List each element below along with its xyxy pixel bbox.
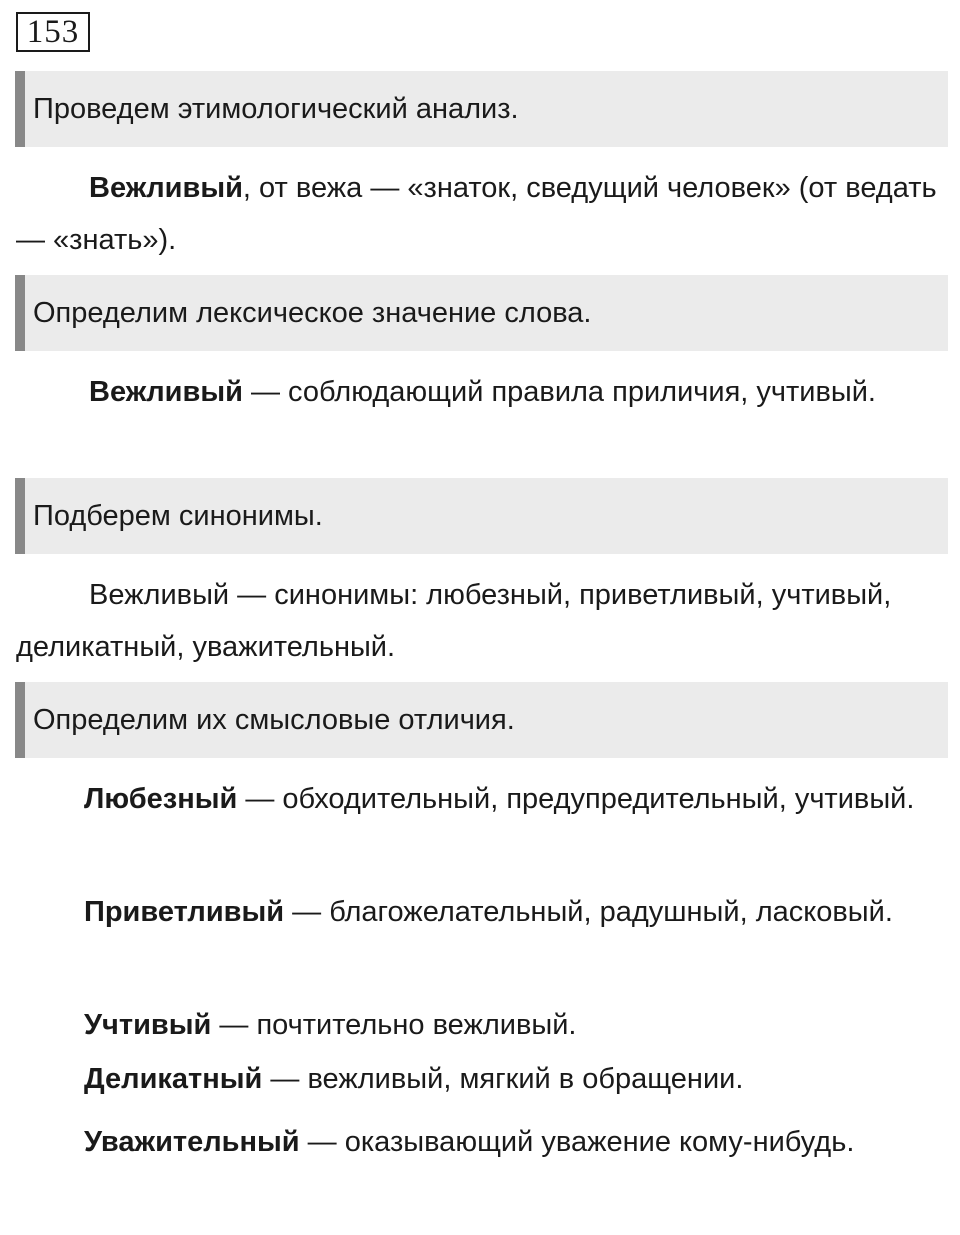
term: Вежливый: [89, 376, 243, 408]
paragraph-privetlivy: [16, 886, 946, 938]
section-heading-lexical-meaning: Определим лексическое значение слова.: [15, 275, 948, 351]
definition: — оказывающий уважение кому-нибудь.: [299, 1126, 855, 1158]
term: Приветливый: [84, 896, 285, 928]
section-heading-differences: Определим их смысловые отличия.: [15, 682, 948, 758]
paragraph-delikatny: [16, 1053, 946, 1105]
paragraph-uvazhitelny: [16, 1116, 946, 1168]
paragraph-lexical-meaning: [16, 366, 946, 418]
paragraph-etymology: [16, 162, 946, 266]
definition: — соблюдающий правила приличия, учтивый.: [242, 376, 876, 408]
term: Уважительный: [84, 1126, 300, 1158]
section-heading-synonyms: Подберем синонимы.: [15, 478, 948, 554]
definition: Вежливый — синонимы: любезный, приветливый, учтивый, деликатный, уважительный.: [16, 579, 892, 663]
term: Вежливый: [89, 172, 243, 204]
paragraph-lyubezny: [16, 773, 946, 825]
section-heading-etymology: Проведем этимологический анализ.: [15, 71, 948, 147]
paragraph-synonyms: [16, 569, 946, 673]
task-number: 153: [16, 12, 90, 52]
definition: — вежливый, мягкий в обращении.: [262, 1063, 744, 1095]
definition: , от вежа — «знаток, сведущий человек» (от ведать — «знать»).: [16, 172, 937, 256]
paragraph-uchtivy: [16, 999, 946, 1051]
term: Деликатный: [84, 1063, 263, 1095]
term: Любезный: [84, 783, 238, 815]
definition: — почтительно вежливый.: [211, 1009, 577, 1041]
definition: — благожелательный, радушный, ласковый.: [284, 896, 893, 928]
definition: — обходительный, предупредительный, учтивый.: [237, 783, 915, 815]
term: Учтивый: [84, 1009, 212, 1041]
